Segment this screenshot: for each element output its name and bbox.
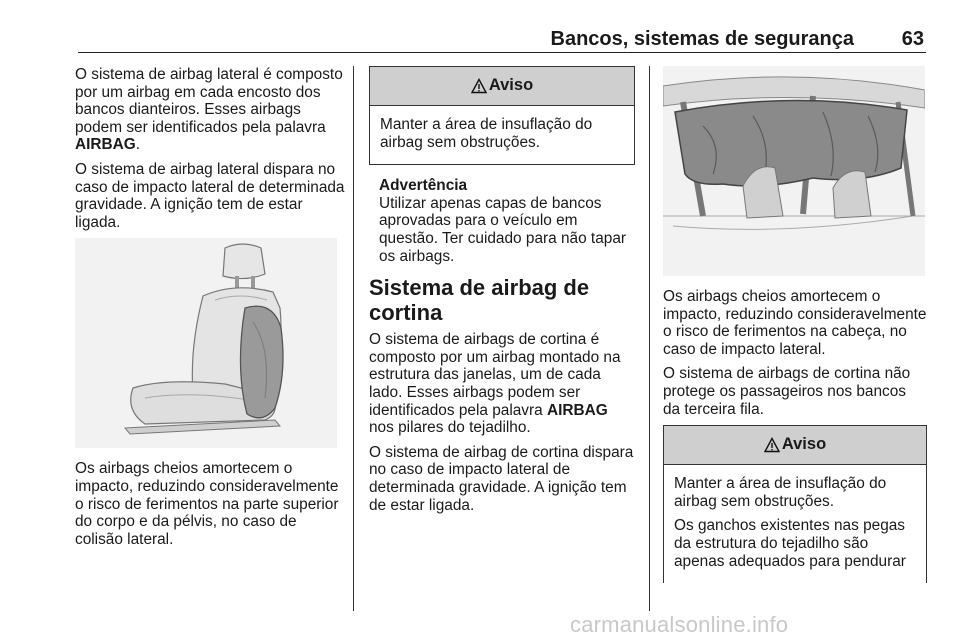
column-3 [663,66,927,595]
callout-title: Aviso [488,76,534,95]
column-divider [649,66,650,611]
paragraph-text: nos pilares do tejadilho. [369,419,531,437]
callout-text: Os ganchos existentes nas pegas da estrutura do tejadilho são apenas adequados para pendurar [674,517,906,570]
warning-callout [663,425,927,583]
paragraph: O sistema de airbags de cortina não protege os passageiros nos bancos da terceira fila. [663,365,911,418]
airbag-label: AIRBAG [546,401,608,419]
warning-callout [369,66,635,165]
airbag-label: AIRBAG [75,136,136,154]
warning-triangle-icon [764,437,780,453]
paragraph-text: . [135,136,140,154]
note-title: Advertência [379,177,468,195]
page-title: Bancos, sistemas de segurança [550,28,854,50]
callout-title: Aviso [781,435,827,454]
paragraph-text: O sistema de airbag lateral é composto por um airbag em cada encosto dos bancos dianteiros. Esses airbags podem ser identificados pela palavra [75,66,343,136]
column-1 [75,66,347,555]
page-header [78,26,926,53]
callout-text: Manter a área de insuflação do airbag sem obstruções. [380,116,593,151]
page-number: 63 [901,28,924,50]
callout-body [370,106,634,164]
note-text: Utilizar apenas capas de bancos aprovadas para o veículo em questão. Ter cuidado para não tapar os airbags. [379,194,627,265]
curtain-airbag-illustration [663,66,925,276]
paragraph [369,331,635,437]
callout-header [370,67,634,106]
callout-header [664,426,926,465]
paragraph-text: O sistema de airbags de cortina é composto por um airbag montado na estrutura das janelas, um de cada lado. Esses airbags podem ser identificados pela palavra [369,331,621,419]
paragraph: Os airbags cheios amortecem o impacto, reduzindo consideravelmente o risco de ferimentos na cabeça, no caso de impacto lateral. [663,288,927,358]
watermark: carmanualsonline.info [570,612,789,637]
note-block [379,177,635,265]
side-airbag-seat-illustration [75,238,337,448]
paragraph [75,66,347,154]
callout-body [664,465,926,583]
warning-triangle-icon [471,78,487,94]
paragraph: O sistema de airbag lateral dispara no caso de impacto lateral de determinada gravidade. A ignição tem de estar ligada. [75,160,345,231]
paragraph: O sistema de airbag de cortina dispara no caso de impacto lateral de determinada gravidade. A ignição tem de estar ligada. [369,443,634,514]
callout-text: Manter a área de insuflação do airbag sem obstruções. [674,475,887,510]
column-2 [369,66,635,521]
section-title: Sistema de airbag de cortina [369,275,590,326]
paragraph: Os airbags cheios amortecem o impacto, reduzindo consideravelmente o risco de ferimentos na parte superior do corpo e da pélvis, no caso de colisão lateral. [75,460,339,548]
column-divider [353,66,354,611]
